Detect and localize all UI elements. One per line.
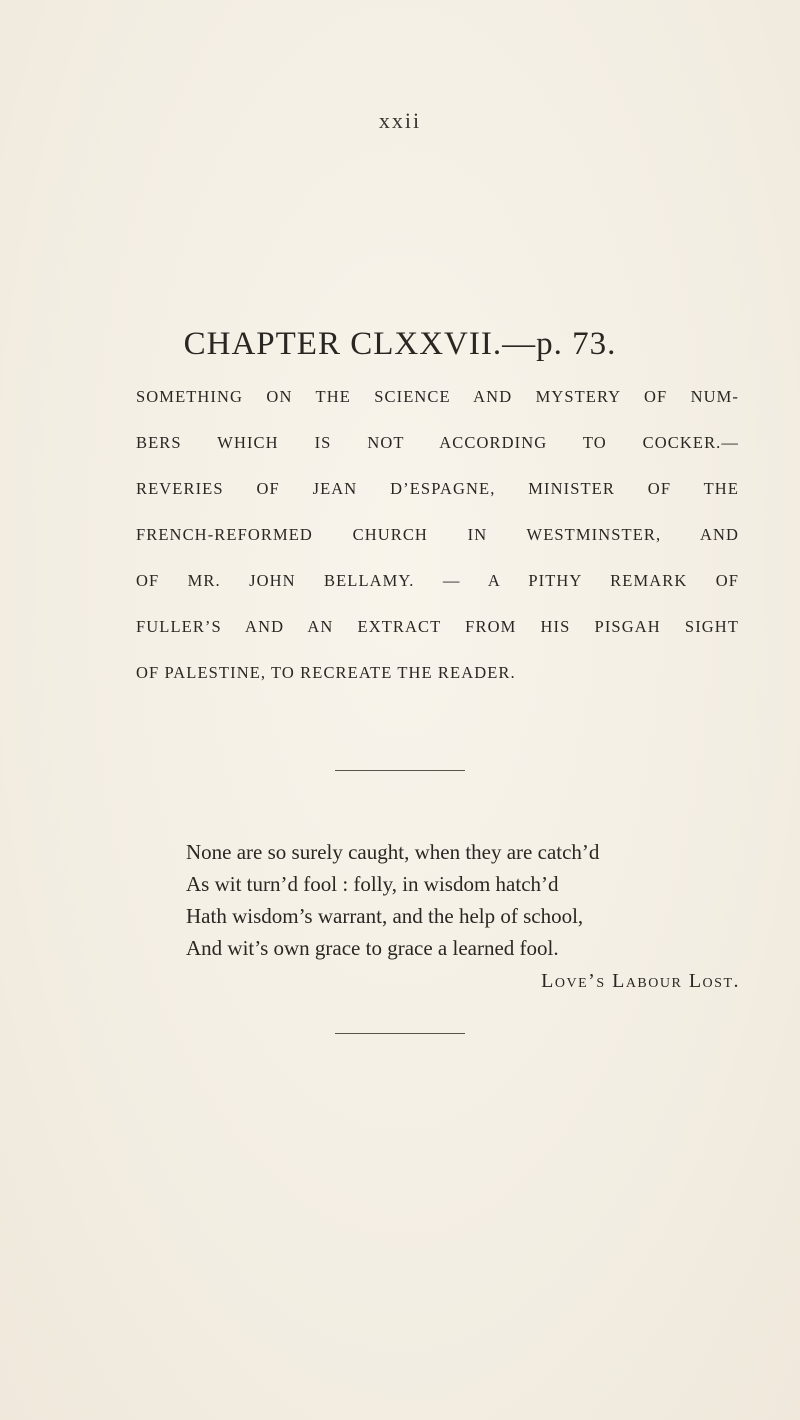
chapter-synopsis <box>136 374 739 696</box>
epigraph <box>186 836 740 998</box>
epigraph-attribution: Love’s Labour Lost. <box>541 970 740 992</box>
epigraph-line: As wit turn’d fool : folly, in wisdom hatch’d <box>186 872 559 896</box>
section-divider <box>335 770 465 771</box>
synopsis-line: REVERIES OF JEAN D’ESPAGNE, MINISTER OF THE <box>136 479 739 498</box>
epigraph-line: None are so surely caught, when they are catch’d <box>186 840 600 864</box>
synopsis-line: OF MR. JOHN BELLAMY. — A PITHY REMARK OF <box>136 571 739 590</box>
chapter-heading: CHAPTER CLXXVII.—p. 73. <box>183 326 617 362</box>
synopsis-line: SOMETHING ON THE SCIENCE AND MYSTERY OF NUM- <box>136 387 739 406</box>
section-divider <box>335 1033 465 1034</box>
synopsis-line: OF PALESTINE, TO RECREATE THE READER. <box>136 663 516 682</box>
epigraph-line: Hath wisdom’s warrant, and the help of school, <box>186 904 584 928</box>
synopsis-line: FULLER’S AND AN EXTRACT FROM HIS PISGAH SIGHT <box>136 617 739 636</box>
synopsis-line: BERS WHICH IS NOT ACCORDING TO COCKER.— <box>136 433 739 452</box>
page-number: xxii <box>378 108 422 133</box>
epigraph-line: And wit’s own grace to grace a learned fool. <box>186 936 559 960</box>
synopsis-line: FRENCH-REFORMED CHURCH IN WESTMINSTER, AND <box>136 525 739 544</box>
